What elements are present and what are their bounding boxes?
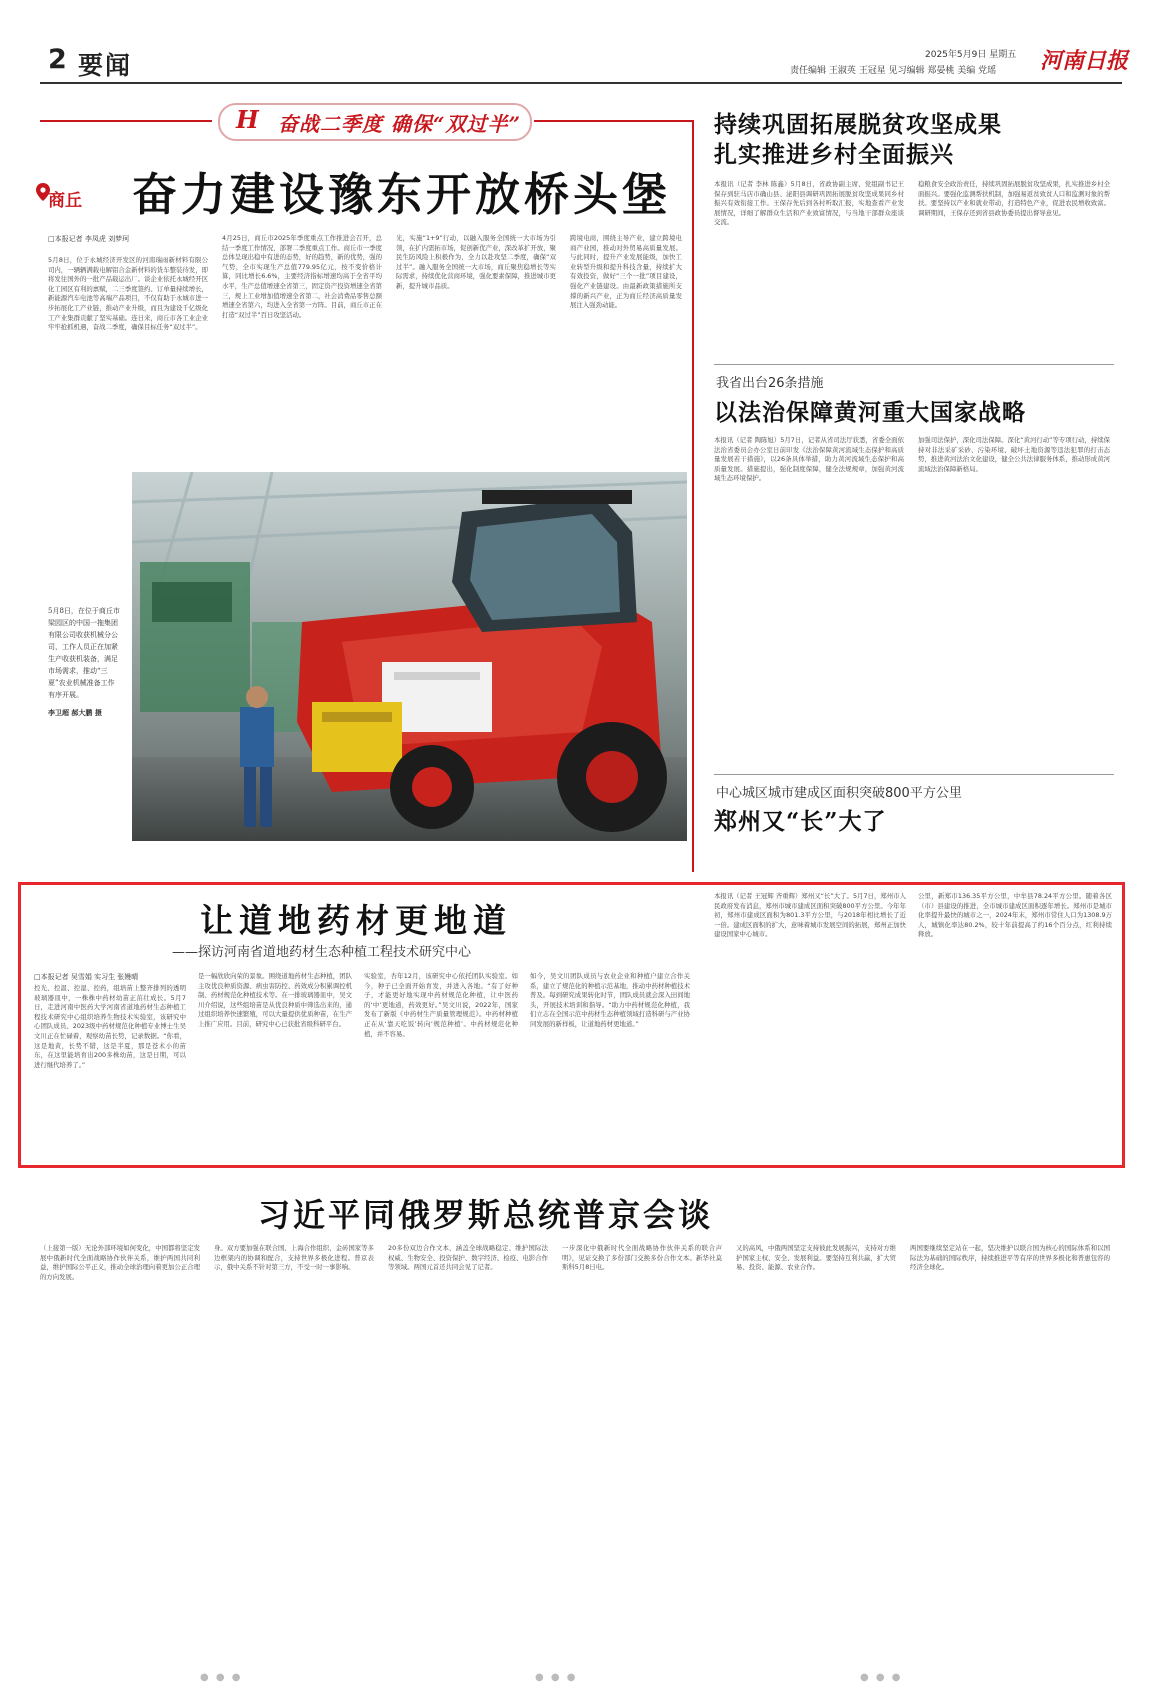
- article-divider: [714, 364, 1114, 365]
- herb-article-byline: □本报记者 吴雪娟 实习生 张嫚晴: [34, 973, 139, 981]
- photo-caption-text: 5月8日，在位于商丘市梁园区的中国一拖集团有限公司收获机械分公司，工作人员正在加紧生产收获机装备，满足市场需求，推动“三夏”农业机械准备工作有序开展。: [48, 607, 120, 699]
- footer-dots: ● ● ●: [860, 1672, 903, 1683]
- summit-headline: 习近平同俄罗斯总统普京会谈: [258, 1196, 714, 1234]
- lead-headline: 奋力建设豫东开放桥头堡: [132, 168, 672, 221]
- footer-dots: ● ● ●: [535, 1672, 578, 1683]
- herb-body-col4: 如今，吴文川团队成员与农业企业和种植户建立合作关系，建立了规范化的种植示范基地，推动中药材种植技术普及。每到研究成果转化时节，团队成员就会深入田间地头，开展技术培训和指导。“助力中药材规范化种植，我们立志在全国示范中药材生态种植领域打造科研与产业协同发展的新样板，让道地药材更地道。”: [530, 972, 690, 1028]
- editors-line: 责任编辑 王淑英 王冠星 见习编辑 郑晏桃 美编 党瑶: [790, 66, 997, 76]
- factory-photo: [132, 472, 687, 841]
- article1-title-line2: 扎实推进乡村全面振兴: [714, 141, 954, 168]
- article1-title-line1: 持续巩固拓展脱贫攻坚成果: [714, 111, 1002, 138]
- banner-text: 奋战二季度 确保“双过半”: [278, 112, 521, 136]
- lead-byline: □本报记者 李凤虎 刘梦珂: [48, 235, 130, 243]
- summit-body-col5: 又的高风，中俄两国坚定支持彼此发展振兴，支持对方维护国家主权、安全、发展利益。要坚持互利共赢，扩大贸易、投资、能源、农业合作。: [736, 1244, 896, 1272]
- header-rule: [40, 82, 1122, 84]
- section-name: 要闻: [78, 51, 133, 80]
- summit-body-col3: 20多份双边合作文本，涵盖全球战略稳定、维护国际法权威、生物安全、投资保护、数字经济、检疫、电影合作等领域。两国元首还共同会见了记者。: [388, 1244, 548, 1272]
- article1-body-col2: 稳粮食安全政治责任，持续巩固拓展脱贫攻坚成果，扎实推进乡村全面振兴。要强化监测帮扶机制，加强易返贫致贫人口和监测对象的帮扶。要坚持以产业和就业带动，打造特色产业，促进农民增收致富。调研期间，王保存还到省县政协委员提出督导意见。: [918, 180, 1110, 217]
- dateline-place: 商丘: [48, 191, 82, 211]
- photo-credit: 李卫超 郝大鹏 摄: [48, 709, 102, 717]
- zhengzhou-body-col2: 公里，新郑市136.35平方公里，中牟县78.24平方公里。随着各区（市）县建设的推进，全市城市建成区面积逐年增长。郑州市是城市化率提升最快的城市之一，2024年末，郑州市常住人口为1308.9万人，城镇化率达80.2%，较十年前提高了约16个百分点，红利持续释放。: [918, 892, 1112, 939]
- article2-title: 以法治保障黄河重大国家战略: [714, 399, 1026, 426]
- summit-body-col4: 一步深化中俄新时代全面战略协作伙伴关系的联合声明》，见证交换了多份部门交换多份合作文本。新华社莫斯科5月8日电。: [562, 1244, 722, 1272]
- article-divider: [714, 774, 1114, 775]
- photo-caption: [48, 605, 120, 719]
- zhengzhou-body-col1: 本报讯（记者 王冠辉 齐重辉）郑州又“长”大了。5月7日，郑州市人民政府发布消息，郑州市城市建成区面积突破800平方公里。今年年初，郑州市建成区面积为801.3平方公里，与2018年相比增长了近一倍。建成区面积的扩大，意味着城市发展空间的拓展，郑州正加快建设国家中心城市。: [714, 892, 906, 939]
- herb-body-col2: 是一幅欣欣向荣的景象。围绕道地药材生态种植，团队主攻优良种质资源、病虫害防控、药效成分积累调控机制、药材规范化种植技术等。在一排玻璃器皿中，吴文川介绍说，这些组培苗是从优良种质中筛选出来的，通过组织培养快速繁殖，可以大量提供优质种苗，在生产上推广应用。目前，研究中心已获批省级科研平台。: [198, 972, 352, 1028]
- newspaper-logo: 河南日报: [1040, 48, 1129, 74]
- lead-body-col4: 跨境电商，围绕主导产业，建立跨境电商产业园，推动对外贸易高质量发展。与此同时，提升产业发展能级，加快工业转型升级和提升科技含量，持续扩大有效投资，做好“三个一批”项目建设，强化产业链建设。由最新政策措施所支撑的新兴产业，正为商丘经济高质量发展注入强劲动能。: [570, 234, 682, 310]
- herb-body-col3: 实验室，杏年12月，该研究中心依托团队实验室。如今，种子已全面开始育发，并进入各地。“有了好种子，才能更好地实现中药材规范化种植，让中医药的‘中’更地道，药效更好。”吴文川说，2022年，国家发布了新版《中药材生产质量管理规范》。中药材种植正在从‘靠天吃饭’转向‘规范种植’。中药材规范化种植，并不容易。: [364, 972, 518, 1038]
- article3-kicker: 中心城区城市建成区面积突破800平方公里: [716, 786, 962, 801]
- herb-article-headline: 让道地药材更地道: [200, 901, 512, 940]
- lead-frame-top-right: [534, 120, 694, 122]
- page-number: 2: [48, 44, 67, 75]
- lead-body-col1: 5月8日，位于永城经济开发区的河南瑞雨新材料有限公司内，一辆辆满载电解铝合金新材料的货车整装待发，即将发往国外的一批产品载运出厂。谈企业依托永城经开区化工园区有利的禀赋，二三季度签约、订单量持续增长，新能源汽车电池等高端产品项目，不仅有助于永城市进一步拓展化工产业链，推动产业升级，而且为建设千亿级化工产业集群贡献了坚实基础。连日来，商丘市各工业企业牢牢抢抓机遇，奋战二季度，确保目标任务“双过半”。: [48, 256, 208, 332]
- summit-body-col1: （上接第一版）无论外部环境如何变化，中国都将坚定发展中俄新时代全面战略协作伙伴关系，维护两国共同利益，维护国际公平正义，推动全球治理向着更加公正合理的方向发展。: [40, 1244, 200, 1281]
- article2-kicker: 我省出台26条措施: [716, 376, 824, 391]
- lead-body-col3: 光，实施“1+9”行动，以融入服务全国统一大市场为引领，在扩内需拓市场，促创新优产业，深改革扩开放，聚民生防风险上积极作为，全力以赴攻坚二季度，确保“双过半”。融入服务全国统一大市场，商丘聚焦稳增长等实际需求，持续优化营商环境，强化要素保障，推进城市更新，提升城市品质。: [396, 234, 556, 290]
- article1-body-col1: 本报讯（记者 李林 陈鑫）5月8日，省政协副主席、党组副书记王保存到驻马店市确山县、泌阳县调研巩固拓展脱贫攻坚成果同乡村振兴有效衔接工作。王保存先后到各村听取汇报，实地查看产业发展情况，详细了解群众生活和产业致富情况，与当地干部群众座谈交流。: [714, 180, 904, 227]
- lead-frame-right: [692, 120, 694, 872]
- herb-article-subtitle: ——探访河南省道地药材生态种植工程技术研究中心: [172, 945, 472, 960]
- summit-body-col2: 身。双方要加强在联合国、上海合作组织、金砖国家等多边框架内的协调和配合，支持世界多极化进程。普京表示，俄中关系不针对第三方，不受一时一事影响。: [214, 1244, 374, 1272]
- lead-frame-top-left: [40, 120, 212, 122]
- article2-body-col2: 加强司法保护，深化司法保障。深化“黄河行动”等专项行动，持续保持对非法采矿采砂、污染环境、破坏土地资源等违法犯罪的打击态势，推进黄河法治文化建设，健全公共法律服务体系，推动形成黄河流域法治保障新格局。: [918, 436, 1110, 473]
- article3-title: 郑州又“长”大了: [714, 808, 887, 835]
- banner-letter: H: [236, 105, 259, 134]
- footer-dots: ● ● ●: [200, 1672, 243, 1683]
- lead-body-col2: 4月25日，商丘市2025年季度重点工作推进会召开，总结一季度工作情况，部署二季度重点工作。商丘市一季度总体呈现出稳中有进的态势，好的趋势，新的优势，强的气势，全市实现生产总值779.95亿元，按不变价格计算，同比增长6.6%，主要经济指标增速均高于全省平均水平，生产总值增速全省第三，固定资产投资增速全省第三，规上工业增加值增速全省第二，社会消费品零售总额增速全省第六，均进入全省第一方阵。目前，商丘市正在打造“双过半”百日攻坚活动。: [222, 234, 382, 319]
- herb-body-col1: 控光、控温、控湿、控药，组培苗上整齐排列的透明玻璃器皿中，一株株中药材幼苗正茁壮成长。5月7日，走进河南中医药大学河南省道地药材生态种植工程技术研究中心组织培养生物技术实验室，该研究中心团队成员、2023级中药材规范化种植专业博士生吴文川正在忙碌着，观察幼苗长势，记录数据。“你看，这是地黄，长势不错，这是半夏，那是苍术小的苗东，在这里能培育出200多株幼苗，这是日期，可以进行继代培养了。”: [34, 984, 186, 1069]
- article2-body-col1: 本报讯（记者 陶陈旭）5月7日，记者从省司法厅获悉，省委全面依法治省委员会办公室日前印发《法治保障黄河流域生态保护和高质量发展若干措施》，以26条具体举措，助力黄河流域生态保护和高质量发展。措施提出，强化制度保障，健全法规规章，加强黄河流域生态环境保护。: [714, 436, 904, 483]
- issue-date: 2025年5月9日 星期五: [925, 50, 1017, 60]
- summit-body-col6: 两国要继续坚定站在一起，坚决维护以联合国为核心的国际体系和以国际法为基础的国际秩序，持续推进平等有序的世界多极化和普惠包容的经济全球化。: [910, 1244, 1110, 1272]
